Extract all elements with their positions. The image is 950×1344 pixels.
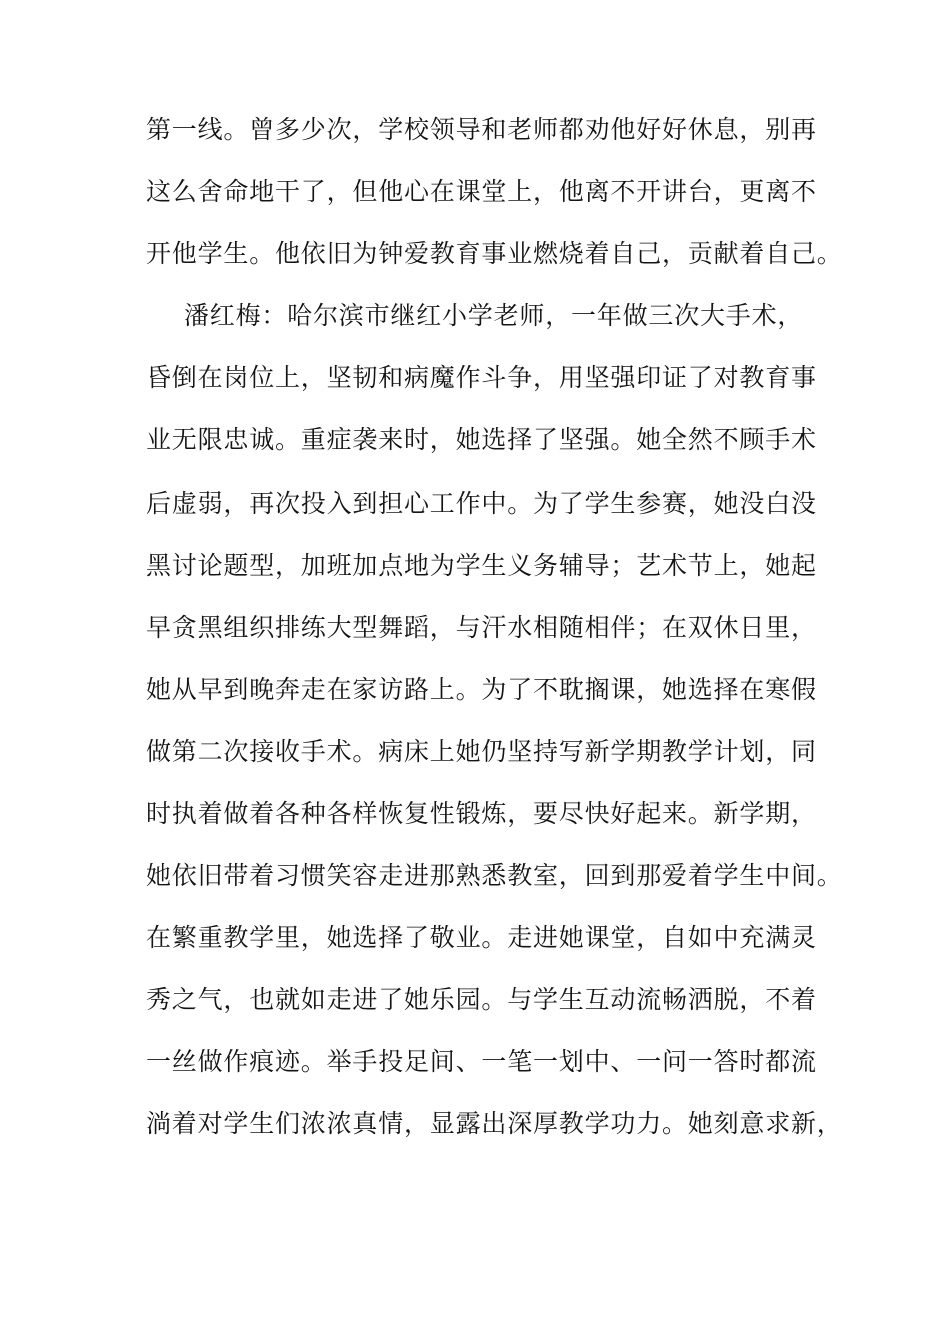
text-line: 时执着做着各种各样恢复性锻炼，要尽快好起来。新学期， [146,799,817,828]
text-line: 第一线。曾多少次，学校领导和老师都劝他好好休息，别再 [146,115,817,144]
text-line: 在繁重教学里，她选择了敬业。走进她课堂，自如中充满灵 [146,923,817,952]
text-line: 她从早到晚奔走在家访路上。为了不耽搁课，她选择在寒假 [146,675,817,704]
text-line: 做第二次接收手术。病床上她仍坚持写新学期教学计划，同 [146,737,817,766]
text-line: 一丝做作痕迹。举手投足间、一笔一划中、一问一答时都流 [146,1047,817,1076]
text-line: 早贪黑组织排练大型舞蹈，与汗水相随相伴；在双休日里， [146,613,817,642]
text-line: 昏倒在岗位上，坚韧和病魔作斗争，用坚强印证了对教育事 [146,363,817,392]
text-line: 后虚弱，再次投入到担心工作中。为了学生参赛，她没白没 [146,489,817,518]
text-line: 业无限忠诚。重症袭来时，她选择了坚强。她全然不顾手术 [146,425,817,454]
text-line: 淌着对学生们浓浓真情，显露出深厚教学功力。她刻意求新， [146,1109,843,1138]
text-line: 黑讨论题型，加班加点地为学生义务辅导；艺术节上，她起 [146,551,817,580]
text-line: 这么舍命地干了，但他心在课堂上，他离不开讲台，更离不 [146,177,817,206]
text-line: 她依旧带着习惯笑容走进那熟悉教室，回到那爱着学生中间。 [146,861,843,890]
text-line: 秀之气，也就如走进了她乐园。与学生互动流畅洒脱，不着 [146,985,817,1014]
text-line-paragraph-start: 潘红梅：哈尔滨市继红小学老师，一年做三次大手术， [184,301,804,330]
text-line: 开他学生。他依旧为钟爱教育事业燃烧着自己，贡献着自己。 [146,239,843,268]
